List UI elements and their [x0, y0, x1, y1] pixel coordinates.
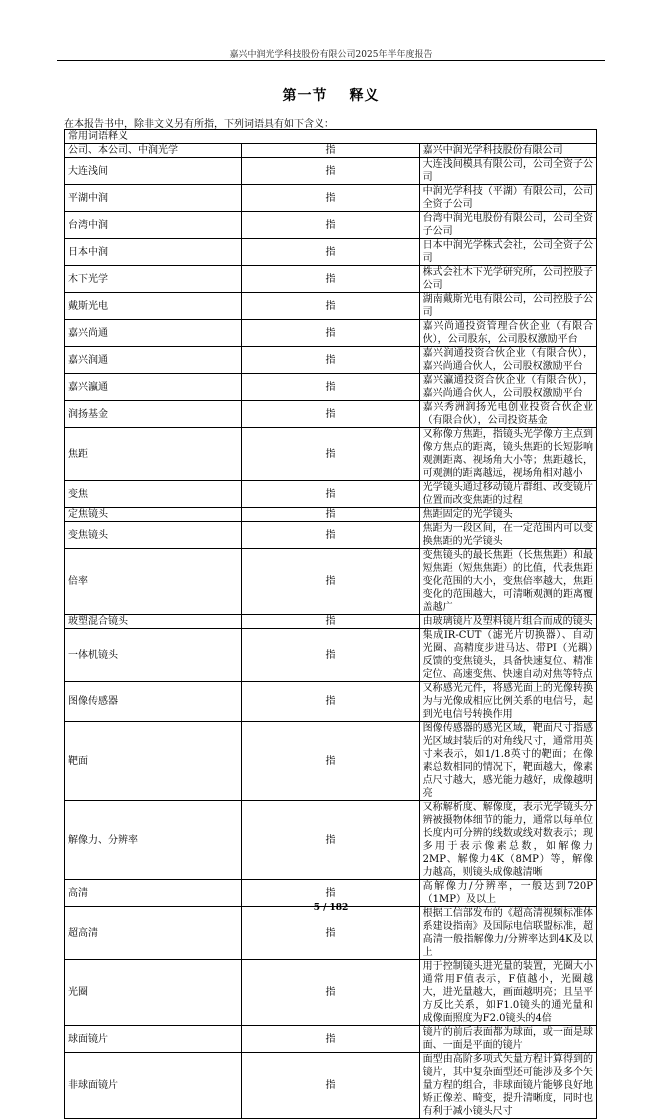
table-row [65, 682, 597, 722]
refers-to-cell: 指 [242, 481, 419, 508]
refers-to-cell: 指 [242, 401, 419, 428]
table-row [65, 185, 597, 212]
definition-cell: 嘉兴润通投资合伙企业（有限合伙），嘉兴尚通合伙人，公司股权激励平台 [419, 347, 596, 374]
section-number: 第一节 [282, 88, 328, 104]
refers-to-cell: 指 [242, 428, 419, 481]
term-cell: 润扬基金 [65, 401, 242, 428]
table-row [65, 266, 597, 293]
table-row [65, 428, 597, 481]
refers-to-cell: 指 [242, 722, 419, 801]
definition-cell: 中润光学科技（平湖）有限公司，公司全资子公司 [419, 185, 596, 212]
table-row [65, 374, 597, 401]
table-row [65, 722, 597, 801]
refers-to-cell: 指 [242, 239, 419, 266]
table-row [65, 549, 597, 615]
refers-to-cell: 指 [242, 549, 419, 615]
table-row [65, 320, 597, 347]
term-cell: 球面镜片 [65, 1026, 242, 1053]
definition-cell: 大连浅间模具有限公司，公司全资子公司 [419, 158, 596, 185]
refers-to-cell: 指 [242, 682, 419, 722]
refers-to-cell: 指 [242, 158, 419, 185]
table-row [65, 293, 597, 320]
definition-cell: 嘉兴中润光学科技股份有限公司 [419, 144, 596, 158]
term-cell: 嘉兴瀛通 [65, 374, 242, 401]
refers-to-cell: 指 [242, 212, 419, 239]
table-row [65, 907, 597, 960]
table-caption-row [65, 130, 597, 144]
definition-cell: 面型由高阶多项式矢量方程计算得到的镜片，其中复杂面型还可能涉及多个矢量方程的组合，非球面镜片能够良好地矫正像差、畸变，提升清晰度，同时也有利于减小镜头尺寸 [419, 1053, 596, 1119]
definition-cell: 又称像方焦距，指镜头光学像方主点到像方焦点的距离，镜头焦距的长短影响观测距离、视场角大小等；焦距越长，可观测的距离越远，视场角相对越小 [419, 428, 596, 481]
term-cell: 木下光学 [65, 266, 242, 293]
table-row [65, 960, 597, 1026]
refers-to-cell: 指 [242, 1053, 419, 1119]
table-row [65, 239, 597, 266]
refers-to-cell: 指 [242, 374, 419, 401]
definition-cell: 用于控制镜头进光量的装置，光圈大小通常用F值表示，F值越小，光圈越大，进光量越大，画面越明亮；且呈平方反比关系，如F1.0镜头的通光量和成像面照度为F2.0镜头的4倍 [419, 960, 596, 1026]
term-cell: 非球面镜片 [65, 1053, 242, 1119]
term-cell: 高清 [65, 880, 242, 907]
header-rule [57, 60, 605, 61]
definition-cell: 株式会社木下光学研究所，公司控股子公司 [419, 266, 596, 293]
term-cell: 超高清 [65, 907, 242, 960]
term-cell: 变焦 [65, 481, 242, 508]
definition-cell: 嘉兴秀洲润扬光电创业投资合伙企业（有限合伙），公司投资基金 [419, 401, 596, 428]
section-title [0, 85, 662, 105]
table-row [65, 1026, 597, 1053]
section-name: 释义 [349, 88, 380, 104]
table-row [65, 508, 597, 522]
definition-cell: 变焦镜头的最长焦距（长焦焦距）和最短焦距（短焦焦距）的比值，代表焦距变化范围的大小，变焦倍率越大，焦距变化的范围越大，可清晰观测的距离覆盖越广 [419, 549, 596, 615]
term-cell: 公司、本公司、中润光学 [65, 144, 242, 158]
definition-cell: 焦距为一段区间，在一定范围内可以变换焦距的光学镜头 [419, 522, 596, 549]
term-cell: 图像传感器 [65, 682, 242, 722]
refers-to-cell: 指 [242, 266, 419, 293]
table-row [65, 347, 597, 374]
refers-to-cell: 指 [242, 629, 419, 682]
refers-to-cell: 指 [242, 522, 419, 549]
table-row [65, 144, 597, 158]
term-cell: 靶面 [65, 722, 242, 801]
refers-to-cell: 指 [242, 293, 419, 320]
table-row [65, 158, 597, 185]
term-cell: 玻塑混合镜头 [65, 615, 242, 629]
term-cell: 定焦镜头 [65, 508, 242, 522]
table-row [65, 401, 597, 428]
definition-cell: 图像传感器的感光区域，靶面尺寸指感光区域封装后的对角线尺寸，通常用英寸来表示，如1/1.8英寸的靶面；在像素总数相同的情况下，靶面越大，像素点尺寸越大，感光能力越好，成像越明亮 [419, 722, 596, 801]
definition-cell: 根据工信部发布的《超高清视频标准体系建设指南》及国际电信联盟标准，超高清一般指解像力/分辨率达到4K及以上 [419, 907, 596, 960]
refers-to-cell: 指 [242, 508, 419, 522]
refers-to-cell: 指 [242, 615, 419, 629]
definitions-table [64, 129, 597, 1119]
definition-cell: 光学镜头通过移动镜片群组、改变镜片位置而改变焦距的过程 [419, 481, 596, 508]
refers-to-cell: 指 [242, 144, 419, 158]
table-row [65, 481, 597, 508]
term-cell: 台湾中润 [65, 212, 242, 239]
term-cell: 戴斯光电 [65, 293, 242, 320]
refers-to-cell: 指 [242, 907, 419, 960]
term-cell: 解像力、分辨率 [65, 801, 242, 880]
definition-cell: 高解像力/分辨率，一般达到720P（1MP）及以上 [419, 880, 596, 907]
refers-to-cell: 指 [242, 880, 419, 907]
definition-cell: 日本中润光学株式会社，公司全资子公司 [419, 239, 596, 266]
table-row [65, 615, 597, 629]
term-cell: 焦距 [65, 428, 242, 481]
table-row [65, 1053, 597, 1119]
definition-cell: 嘉兴瀛通投资合伙企业（有限合伙），嘉兴尚通合伙人，公司股权激励平台 [419, 374, 596, 401]
definition-cell: 由玻璃镜片及塑料镜片组合而成的镜头 [419, 615, 596, 629]
refers-to-cell: 指 [242, 320, 419, 347]
term-cell: 嘉兴尚通 [65, 320, 242, 347]
term-cell: 日本中润 [65, 239, 242, 266]
page-number: 5 / 182 [313, 903, 349, 913]
refers-to-cell: 指 [242, 801, 419, 880]
term-cell: 平湖中润 [65, 185, 242, 212]
term-cell: 倍率 [65, 549, 242, 615]
refers-to-cell: 指 [242, 1026, 419, 1053]
definition-cell: 又称解析度、解像度，表示光学镜头分辨被摄物体细节的能力，通常以每单位长度内可分辨的线数或线对数表示；现多用于表示像素总数，如解像力2MP、解像力4K（8MP）等，解像力越高，则镜头成像越清晰 [419, 801, 596, 880]
refers-to-cell: 指 [242, 347, 419, 374]
table-row [65, 522, 597, 549]
term-cell: 光圈 [65, 960, 242, 1026]
definition-cell: 台湾中润光电股份有限公司，公司全资子公司 [419, 212, 596, 239]
definition-cell: 集成IR-CUT（滤光片切换器）、自动光圈、高精度步进马达、带PI（光耦）反馈的变焦镜头，具备快速复位、精准定位、高速变焦、快速自动对焦等特点 [419, 629, 596, 682]
term-cell: 嘉兴润通 [65, 347, 242, 374]
intro-text: 在本报告书中，除非文义另有所指，下列词语具有如下含义： [64, 119, 334, 130]
page-header: 嘉兴中润光学科技股份有限公司2025年半年度报告 [229, 50, 433, 60]
table-caption: 常用词语释义 [65, 130, 597, 144]
definition-cell: 又称感光元件，将感光面上的光像转换为与光像成相应比例关系的电信号，起到光电信号转换作用 [419, 682, 596, 722]
definition-cell: 焦距固定的光学镜头 [419, 508, 596, 522]
definition-cell: 镜片的前后表面都为球面，或一面是球面、一面是平面的镜片 [419, 1026, 596, 1053]
definition-cell: 嘉兴尚通投资管理合伙企业（有限合伙），公司股东，公司股权激励平台 [419, 320, 596, 347]
table-row [65, 212, 597, 239]
table-row [65, 801, 597, 880]
definition-cell: 湖南戴斯光电有限公司，公司控股子公司 [419, 293, 596, 320]
term-cell: 变焦镜头 [65, 522, 242, 549]
refers-to-cell: 指 [242, 185, 419, 212]
table-row [65, 629, 597, 682]
refers-to-cell: 指 [242, 960, 419, 1026]
term-cell: 大连浅间 [65, 158, 242, 185]
term-cell: 一体机镜头 [65, 629, 242, 682]
